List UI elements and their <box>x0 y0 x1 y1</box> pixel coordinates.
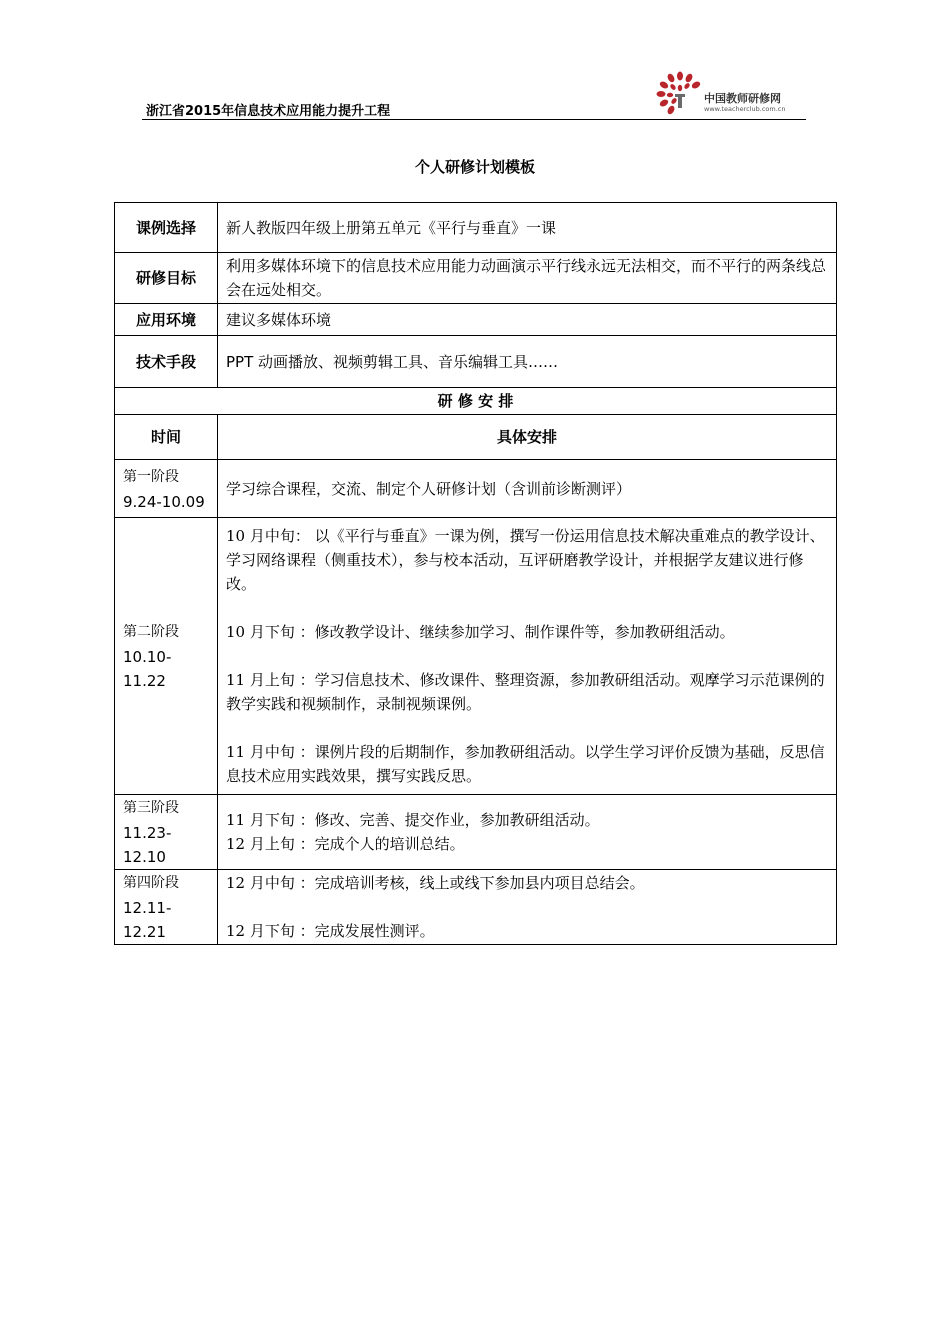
info-row-course <box>115 203 837 253</box>
info-value: 利用多媒体环境下的信息技术应用能力动画演示平行线永远无法相交，而不平行的两条线总会在远处相交。 <box>218 253 837 304</box>
stage-plan <box>218 460 837 518</box>
schedule-section-row <box>115 388 837 415</box>
plan-item: 12 月下旬 ：完成发展性测评。 <box>226 922 435 940</box>
logo-url: www.teacherclub.com.cn <box>704 105 786 113</box>
stage-row <box>115 870 837 945</box>
stage-row <box>115 460 837 518</box>
info-label: 课例选择 <box>115 203 218 253</box>
stage-dates: 9.24-10.09 <box>123 492 205 511</box>
header-title: 浙江省2015年信息技术应用能力提升工程 <box>146 104 391 119</box>
plan-item: 11 月下旬 ：修改、完善、提交作业，参加教研组活动。 <box>226 811 600 829</box>
info-value: 建议多媒体环境 <box>218 304 837 336</box>
stage-name: 第三阶段 <box>123 800 179 816</box>
plan-item: 10 月中旬： 以《平行与垂直》一课为例，撰写一份运用信息技术解决重难点的教学设计、学习网络课程（侧重技术），参与校本活动，互评研磨教学设计，并根据学友建议进行修改。 <box>226 527 825 593</box>
stage-plan <box>218 870 837 945</box>
plan-item: 11 月上旬 ：学习信息技术、修改课件、整理资源，参加教研组活动。观摩学习示范课例的教学实践和视频制作，录制视频课例。 <box>226 671 825 713</box>
plan-item: 10 月下旬 ：修改教学设计、继续参加学习、制作课件等，参加教研组活动。 <box>226 623 735 641</box>
plan-item: 12 月上旬 ：完成个人的培训总结。 <box>226 835 465 853</box>
stage-cell <box>115 795 218 870</box>
schedule-section-title: 研 修 安 排 <box>115 388 837 415</box>
logo-name: 中国教师研修网 <box>704 92 781 105</box>
stage-plan <box>218 795 837 870</box>
info-label: 技术手段 <box>115 336 218 388</box>
schedule-header-row <box>115 415 837 460</box>
stage-cell <box>115 518 218 795</box>
plan-item: 学习综合课程，交流、制定个人研修计划（含训前诊断测评） <box>226 479 632 498</box>
logo-petals-icon <box>656 70 704 118</box>
info-label: 应用环境 <box>115 304 218 336</box>
stage-name: 第二阶段 <box>123 624 179 640</box>
col-header-plan: 具体安排 <box>218 415 837 460</box>
col-header-time: 时间 <box>115 415 218 460</box>
stage-name: 第四阶段 <box>123 875 179 891</box>
stage-plan <box>218 518 837 795</box>
info-value: 新人教版四年级上册第五单元《平行与垂直》一课 <box>218 203 837 253</box>
info-value: PPT 动画播放、视频剪辑工具、音乐编辑工具…… <box>218 336 837 388</box>
plan-item: 12 月中旬 ：完成培训考核，线上或线下参加县内项目总结会。 <box>226 874 645 892</box>
stage-row <box>115 518 837 795</box>
header-divider <box>142 119 806 120</box>
stage-cell <box>115 460 218 518</box>
info-row-environment <box>115 304 837 336</box>
stage-row <box>115 795 837 870</box>
page-title: 个人研修计划模板 <box>414 158 535 176</box>
info-row-goal <box>115 253 837 304</box>
stage-cell <box>115 870 218 945</box>
plan-item: 11 月中旬 ：课例片段的后期制作，参加教研组活动。以学生学习评价反馈为基础，反思信息技术应用实践效果，撰写实践反思。 <box>226 743 825 785</box>
stage-name: 第一阶段 <box>123 468 179 485</box>
stage-dates: 12.11-12.21 <box>123 899 172 941</box>
info-row-technique <box>115 336 837 388</box>
teacherclub-logo <box>656 70 806 118</box>
plan-table <box>114 202 837 945</box>
stage-dates: 10.10-11.22 <box>123 648 172 690</box>
stage-dates: 11.23-12.10 <box>123 824 172 866</box>
info-label: 研修目标 <box>115 253 218 304</box>
